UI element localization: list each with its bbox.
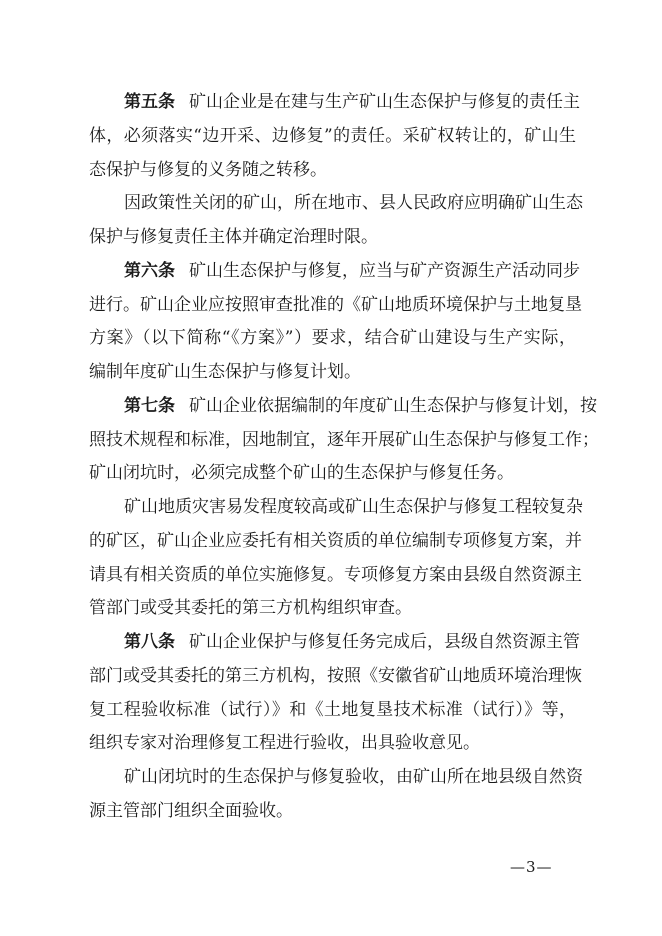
line-text: 矿山闭坑时，必须完成整个矿山的生态保护与修复任务。 [89,463,514,484]
line-text: 的矿区，矿山企业应委托有相关资质的单位编制专项修复方案，并 [89,530,582,551]
article-heading: 第六条 [124,260,175,281]
article-heading: 第五条 [124,92,175,112]
line-text: 矿山地质灾害易发程度较高或矿山生态保护与修复工程较复杂 [124,497,583,517]
text-line [89,322,576,356]
text-line [89,120,576,154]
line-text: 进行。矿山企业应按照审查批准的《矿山地质环境保护与土地复垦 [89,294,582,315]
text-line [89,390,597,424]
text-line [89,457,576,491]
text-line [89,761,583,795]
text-line [89,795,576,829]
text-line [89,694,576,728]
text-line [89,525,582,559]
line-text: 方案》（以下简称“《方案》”）要求，结合矿山建设与生产实际， [89,328,576,349]
article-paragraph [89,390,599,491]
article-paragraph [89,255,582,390]
line-text: 因政策性关闭的矿山，所在地市、县人民政府应明确矿山生态 [124,193,583,214]
line-text: 源主管部门组织全面验收。 [89,800,293,821]
text-line [89,491,583,525]
text-line [89,255,580,289]
line-text: 编制年度矿山生态保护与修复计划。 [89,362,361,382]
paragraph [89,491,583,626]
article-heading: 第八条 [124,632,175,652]
line-text: 保护与修复责任主体并确定治理时限。 [89,227,378,247]
article-paragraph [89,86,580,187]
text-line [89,626,580,660]
line-text: 照技术规程和标准，因地制宜，逐年开展矿山生态保护与修复工作； [89,429,599,450]
line-text: 矿山企业保护与修复任务完成后，县级自然资源主管 [189,632,580,652]
text-line [89,559,582,593]
line-text: 管部门或受其委托的第三方机构组织审查。 [89,598,412,619]
line-text: 矿山企业是在建与生产矿山生态保护与修复的责任主 [189,92,580,112]
article-heading: 第七条 [124,395,175,416]
line-text: 组织专家对治理修复工程进行验收，出具验收意见。 [89,733,480,754]
text-line [89,187,583,221]
line-text: 复工程验收标准（试行）》和《土地复垦技术标准（试行）》等， [89,699,576,720]
paragraph [89,761,583,829]
line-text: 部门或受其委托的第三方机构，按照《安徽省矿山地质环境治理恢 [89,665,582,686]
page-number: —3— [510,858,553,876]
line-text: 矿山企业依据编制的年度矿山生态保护与修复计划，按 [189,395,597,416]
line-text: 矿山生态保护与修复，应当与矿产资源生产活动同步 [189,260,580,281]
text-line [89,592,576,626]
text-line [89,424,599,458]
line-text: 请具有相关资质的单位实施修复。专项修复方案由县级自然资源主 [89,564,582,585]
text-line [89,289,582,323]
document-body [89,86,599,829]
line-text: 态保护与修复的义务随之转移。 [89,159,327,180]
text-line [89,154,576,188]
text-line [89,660,582,694]
text-line [89,727,576,761]
text-line [89,86,580,120]
text-line [89,356,576,390]
text-line [89,221,576,255]
paragraph [89,187,583,255]
line-text: 矿山闭坑时的生态保护与修复验收，由矿山所在地县级自然资 [124,767,583,787]
line-text: 体，必须落实“边开采、边修复”的责任。采矿权转让的，矿山生 [89,125,576,146]
article-paragraph [89,626,582,761]
